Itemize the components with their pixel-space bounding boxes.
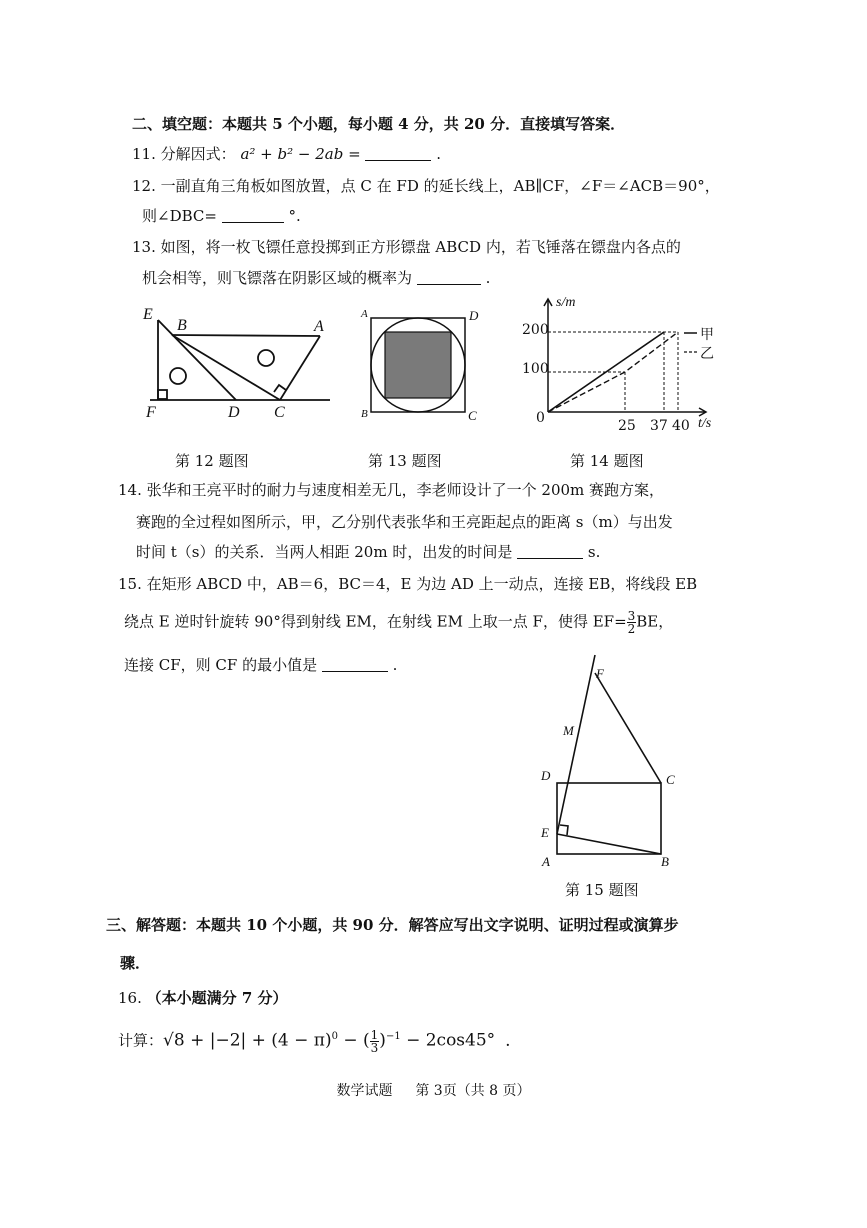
question-16-header [118, 988, 288, 1008]
punctuation: . [436, 145, 441, 163]
math-expression: ) [379, 1030, 386, 1051]
origin-label: 0 [536, 410, 545, 426]
question-text: . [485, 269, 491, 287]
question-text: 一副直角三角板如图放置，点 C 在 FD 的延长线上，AB∥CF，∠F＝∠ACB＝90°， [160, 177, 720, 195]
section-2-title: 二、填空题：本题共 5 个小题，每小题 4 分，共 20 分．直接填写答案． [132, 115, 626, 133]
question-text: 分解因式： [160, 145, 236, 163]
exponent: −1 [385, 1031, 401, 1042]
fraction-3-2: $\frac{3}{2}$ [627, 609, 636, 636]
label-B: B [361, 408, 368, 420]
x-tick-40: 40 [672, 418, 690, 434]
section-3-title-cont: 骤． [120, 954, 151, 972]
label-A: A [361, 308, 368, 320]
label-D: D [541, 768, 551, 783]
question-14-line-2: 赛跑的全过程如图所示，甲，乙分别代表张华和王亮距起点的距离 s（m）与出发 [136, 513, 673, 531]
label-D: D [228, 404, 240, 421]
label-F: F [596, 666, 604, 681]
x-axis-label: t/s [698, 416, 712, 431]
label-B: B [661, 854, 669, 869]
question-text: 计算： [118, 1031, 164, 1050]
label-M: M [563, 723, 574, 738]
figure-13-caption: 第 13 题图 [368, 452, 442, 470]
math-expression: − ( [337, 1030, 370, 1051]
x-tick-25: 25 [618, 418, 636, 434]
punctuation: . [505, 1030, 511, 1051]
question-text: 机会相等，则飞镖落在阴影区域的概率为 [142, 269, 413, 287]
legend-yi: 乙 [700, 346, 714, 362]
question-text: 如图，将一枚飞镖任意投掷到正方形镖盘 ABCD 内，若飞锤落在镖盘内各点的 [160, 238, 681, 256]
figure-15-caption: 第 15 题图 [565, 881, 639, 899]
exponent: 0 [331, 1031, 338, 1042]
label-C: C [274, 404, 285, 421]
question-points: （本小题满分 7 分） [146, 989, 288, 1007]
page-footer [0, 1080, 867, 1100]
label-C: C [666, 772, 675, 787]
label-F: F [146, 404, 156, 421]
math-expression: − 2cos45° [400, 1030, 496, 1051]
question-number: 13. [132, 238, 156, 256]
math-expression: a² + b² − 2ab = [240, 145, 361, 163]
question-number: 12. [132, 177, 156, 195]
label-D: D [469, 308, 479, 323]
legend-jia: 甲 [700, 327, 714, 343]
figure-12-caption: 第 12 题图 [175, 452, 249, 470]
section-3-title: 三、解答题：本题共 10 个小题，共 90 分．解答应写出文字说明、证明过程或演算步 [106, 916, 679, 934]
math-expression: √8 + |−2| + (4 − π) [163, 1030, 332, 1051]
question-number: 14. [118, 481, 142, 499]
question-text: 连接 CF，则 CF 的最小值是 [124, 656, 318, 674]
y-tick-200: 200 [522, 322, 549, 338]
y-tick-100: 100 [522, 361, 549, 377]
y-axis-label: s/m [556, 295, 576, 310]
question-text: . [392, 656, 398, 674]
question-text: 则∠DBC= [142, 207, 217, 225]
footer-page: 第 3页（共 8 页） [415, 1083, 531, 1099]
label-A: A [314, 318, 324, 335]
question-number: 15. [118, 575, 142, 593]
question-text: °. [288, 207, 301, 225]
label-B: B [177, 317, 187, 334]
figure-14-caption: 第 14 题图 [570, 452, 644, 470]
question-text: BE， [636, 612, 674, 631]
fraction-1-3: $\frac{1}{3}$ [370, 1027, 379, 1055]
question-text: 张华和王亮平时的耐力与速度相差无几，李老师设计了一个 200m 赛跑方案， [146, 481, 665, 499]
label-E: E [541, 825, 549, 840]
question-text: 时间 t（s）的关系．当两人相距 20m 时，出发的时间是 [136, 543, 513, 561]
x-tick-37: 37 [650, 418, 668, 434]
footer-subject: 数学试题 [336, 1083, 393, 1099]
question-number: 11. [132, 145, 156, 163]
question-text: s. [587, 543, 601, 561]
label-E: E [143, 306, 153, 323]
question-text: 绕点 E 逆时针旋转 90°得到射线 EM，在射线 EM 上取一点 F，使得 EF= [124, 612, 627, 631]
question-16-expression [118, 1024, 511, 1054]
label-C: C [468, 408, 477, 423]
label-A: A [542, 854, 550, 869]
question-number: 16. [118, 989, 142, 1007]
question-text: 在矩形 ABCD 中，AB＝6，BC＝4，E 为边 AD 上一动点，连接 EB，将线段 EB [146, 575, 698, 593]
